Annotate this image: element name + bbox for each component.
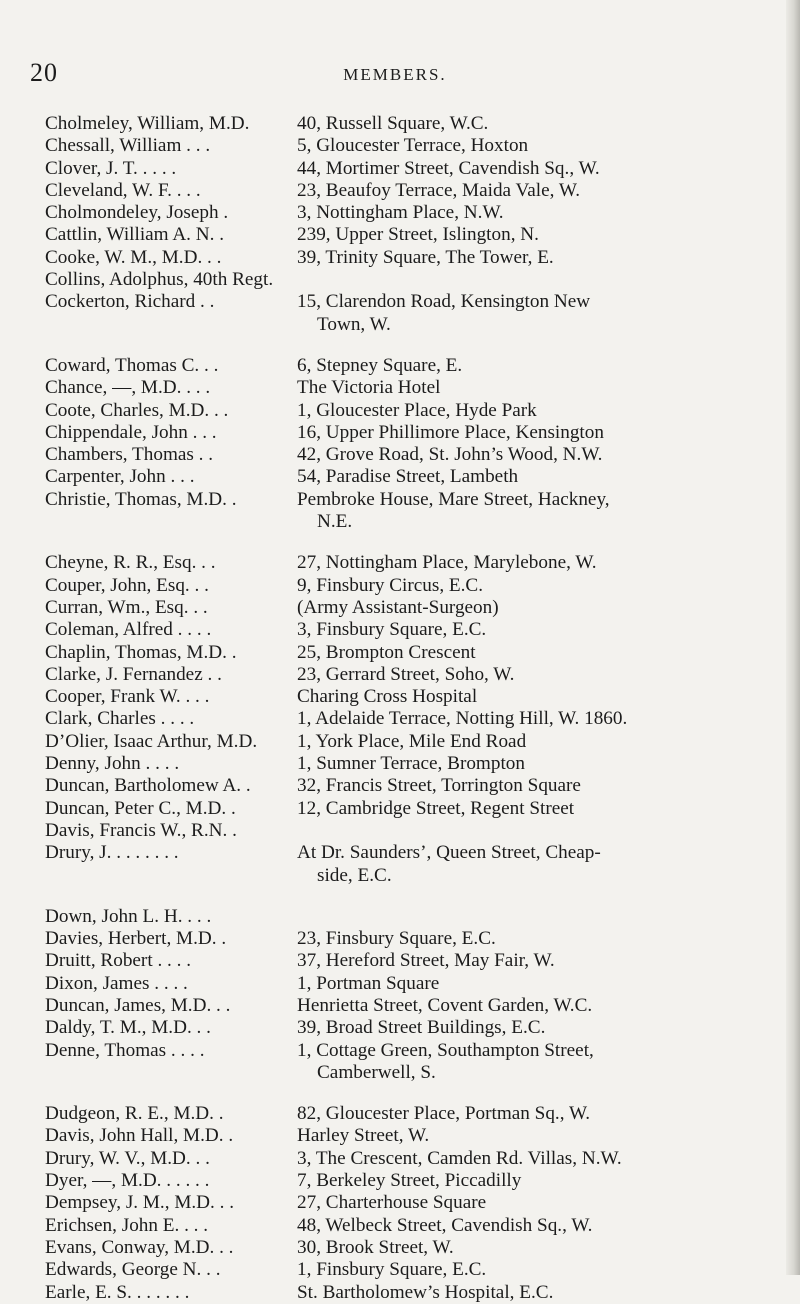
member-name: Cattlin, William A. N. . xyxy=(45,224,225,246)
member-address-line: Pembroke House, Mare Street, Hackney, xyxy=(297,488,610,510)
member-entry xyxy=(0,842,790,887)
member-entry xyxy=(0,642,790,664)
member-address-line: 3, The Crescent, Camden Rd. Villas, N.W. xyxy=(297,1147,622,1169)
member-name: Chambers, Thomas . . xyxy=(45,444,214,466)
member-address xyxy=(297,1103,769,1125)
member-address xyxy=(297,1148,769,1170)
member-address xyxy=(297,355,769,377)
member-address-line: 23, Gerrard Street, Soho, W. xyxy=(297,663,515,685)
member-address-line: 32, Francis Street, Torrington Square xyxy=(297,775,581,797)
member-address xyxy=(297,202,769,224)
member-address xyxy=(297,1259,769,1281)
member-address-line: 23, Beaufoy Terrace, Maida Vale, W. xyxy=(297,179,581,201)
member-address-continuation: N.E. xyxy=(317,511,353,533)
member-address-line: The Victoria Hotel xyxy=(297,377,441,399)
member-address xyxy=(297,466,769,488)
member-address xyxy=(297,995,769,1017)
member-name: Collins, Adolphus, 40th Regt. xyxy=(45,269,274,291)
member-entry xyxy=(0,400,790,422)
member-address-continuation: Camberwell, S. xyxy=(317,1061,436,1083)
member-entry xyxy=(0,489,790,534)
member-name: Coote, Charles, M.D. . . xyxy=(45,399,229,421)
member-entry xyxy=(0,1215,790,1237)
member-entry xyxy=(0,224,790,246)
member-entry xyxy=(0,820,790,842)
member-name: Dudgeon, R. E., M.D. . xyxy=(45,1103,224,1125)
member-entry xyxy=(0,422,790,444)
member-address xyxy=(297,686,769,708)
member-address-line: 39, Broad Street Buildings, E.C. xyxy=(297,1017,546,1039)
member-entry xyxy=(0,664,790,686)
member-address-line: 3, Finsbury Square, E.C. xyxy=(297,619,487,641)
member-address-line: St. Bartholomew’s Hospital, E.C. xyxy=(297,1281,554,1303)
member-entry xyxy=(0,1040,790,1085)
member-entry xyxy=(0,708,790,730)
member-address xyxy=(297,1215,769,1237)
member-address xyxy=(297,731,769,753)
member-name: Drury, W. V., M.D. . . xyxy=(45,1147,210,1169)
member-address xyxy=(297,619,769,641)
member-address-line: 44, Mortimer Street, Cavendish Sq., W. xyxy=(297,157,600,179)
member-entry xyxy=(0,291,790,336)
member-name: Dyer, —, M.D. . . . . . xyxy=(45,1170,210,1192)
member-name: Duncan, James, M.D. . . xyxy=(45,994,231,1016)
member-address xyxy=(297,1192,769,1214)
member-name: Chance, —, M.D. . . . xyxy=(45,377,211,399)
member-address-continuation: Town, W. xyxy=(317,313,391,335)
member-entry xyxy=(0,906,790,928)
member-name: Christie, Thomas, M.D. . xyxy=(45,488,237,510)
member-address xyxy=(297,422,769,444)
member-address-line: 1, Gloucester Place, Hyde Park xyxy=(297,399,537,421)
member-address xyxy=(297,1125,769,1147)
member-entry xyxy=(0,1125,790,1147)
member-name: Edwards, George N. . . xyxy=(45,1259,221,1281)
member-address-line: 30, Brook Street, W. xyxy=(297,1236,454,1258)
member-address xyxy=(297,552,769,574)
member-address xyxy=(297,158,769,180)
member-entry xyxy=(0,775,790,797)
member-address xyxy=(297,489,769,534)
member-entry xyxy=(0,1259,790,1281)
member-name: Chippendale, John . . . xyxy=(45,421,217,443)
member-name: Duncan, Peter C., M.D. . xyxy=(45,797,236,819)
member-list xyxy=(0,113,790,1304)
member-name: Chaplin, Thomas, M.D. . xyxy=(45,641,237,663)
member-address xyxy=(297,113,769,135)
member-name: Denny, John . . . . xyxy=(45,753,180,775)
member-entry xyxy=(0,377,790,399)
member-address xyxy=(297,775,769,797)
member-name: Erichsen, John E. . . . xyxy=(45,1214,209,1236)
member-entry xyxy=(0,1170,790,1192)
member-address xyxy=(297,973,769,995)
member-entry xyxy=(0,355,790,377)
member-entry xyxy=(0,1017,790,1039)
member-address xyxy=(297,798,769,820)
member-name: Cleveland, W. F. . . . xyxy=(45,179,201,201)
member-name: Down, John L. H. . . . xyxy=(45,905,212,927)
member-name: Dixon, James . . . . xyxy=(45,972,188,994)
member-address xyxy=(297,642,769,664)
member-name: Clarke, J. Fernandez . . xyxy=(45,663,222,685)
member-entry xyxy=(0,619,790,641)
member-address-line: 54, Paradise Street, Lambeth xyxy=(297,466,519,488)
member-entry xyxy=(0,950,790,972)
member-address-line: 1, Adelaide Terrace, Notting Hill, W. 1860. xyxy=(297,708,628,730)
member-address-line: 12, Cambridge Street, Regent Street xyxy=(297,797,575,819)
member-address xyxy=(297,180,769,202)
member-address xyxy=(297,291,769,336)
member-entry xyxy=(0,1237,790,1259)
member-address xyxy=(297,1282,769,1304)
member-address-continuation: side, E.C. xyxy=(317,864,392,886)
member-address xyxy=(297,664,769,686)
member-address-line: 1, Cottage Green, Southampton Street, xyxy=(297,1039,594,1061)
member-entry xyxy=(0,575,790,597)
member-entry xyxy=(0,1282,790,1304)
page-number: 20 xyxy=(30,58,58,87)
member-name: Clover, J. T. . . . . xyxy=(45,157,177,179)
member-name: Chessall, William . . . xyxy=(45,135,211,157)
member-name: Cholmeley, William, M.D. xyxy=(45,113,250,134)
member-address-line: 5, Gloucester Terrace, Hoxton xyxy=(297,135,529,157)
running-head xyxy=(0,58,790,90)
member-address xyxy=(297,928,769,950)
member-entry xyxy=(0,135,790,157)
member-address xyxy=(297,950,769,972)
member-entry xyxy=(0,269,790,291)
member-name: Curran, Wm., Esq. . . xyxy=(45,596,208,618)
member-address xyxy=(297,753,769,775)
member-entry xyxy=(0,973,790,995)
member-address-line: 6, Stepney Square, E. xyxy=(297,354,463,376)
member-entry xyxy=(0,466,790,488)
member-address xyxy=(297,135,769,157)
member-name: Denne, Thomas . . . . xyxy=(45,1039,205,1061)
member-address-line: 15, Clarendon Road, Kensington New xyxy=(297,291,591,313)
member-address xyxy=(297,575,769,597)
member-entry xyxy=(0,995,790,1017)
member-address xyxy=(297,247,769,269)
member-entry xyxy=(0,444,790,466)
member-name: Davies, Herbert, M.D. . xyxy=(45,928,227,950)
member-name: Couper, John, Esq. . . xyxy=(45,574,209,596)
member-address xyxy=(297,1170,769,1192)
member-entry xyxy=(0,180,790,202)
member-address-line: 40, Russell Square, W.C. xyxy=(297,113,489,134)
member-address-line: 1, Finsbury Square, E.C. xyxy=(297,1259,487,1281)
member-address xyxy=(297,1237,769,1259)
member-address-line: 48, Welbeck Street, Cavendish Sq., W. xyxy=(297,1214,593,1236)
member-name: Duncan, Bartholomew A. . xyxy=(45,775,251,797)
member-name: Dempsey, J. M., M.D. . . xyxy=(45,1192,235,1214)
member-address-line: Charing Cross Hospital xyxy=(297,686,478,708)
member-address-line: 7, Berkeley Street, Piccadilly xyxy=(297,1170,522,1192)
member-name: Druitt, Robert . . . . xyxy=(45,950,192,972)
member-name: Cockerton, Richard . . xyxy=(45,291,215,313)
member-address-line: 27, Charterhouse Square xyxy=(297,1192,487,1214)
member-entry xyxy=(0,753,790,775)
member-address xyxy=(297,1017,769,1039)
member-entry xyxy=(0,731,790,753)
member-entry xyxy=(0,158,790,180)
member-entry xyxy=(0,113,790,135)
member-entry xyxy=(0,928,790,950)
member-address-line: 1, York Place, Mile End Road xyxy=(297,730,527,752)
member-address-line: 16, Upper Phillimore Place, Kensington xyxy=(297,421,604,443)
member-name: Earle, E. S. . . . . . . xyxy=(45,1281,190,1303)
member-name: Coleman, Alfred . . . . xyxy=(45,619,212,641)
member-address-line: 1, Portman Square xyxy=(297,972,440,994)
member-address-line: Harley Street, W. xyxy=(297,1125,430,1147)
member-address xyxy=(297,444,769,466)
member-address-line: 9, Finsbury Circus, E.C. xyxy=(297,574,484,596)
member-address-line: 23, Finsbury Square, E.C. xyxy=(297,928,496,950)
member-name: Drury, J. . . . . . . . xyxy=(45,842,179,864)
member-name: Cheyne, R. R., Esq. . . xyxy=(45,552,216,574)
member-address xyxy=(297,377,769,399)
member-name: D’Olier, Isaac Arthur, M.D. xyxy=(45,730,258,752)
member-address xyxy=(297,708,769,730)
member-entry xyxy=(0,798,790,820)
member-entry xyxy=(0,202,790,224)
member-address-line: 239, Upper Street, Islington, N. xyxy=(297,224,539,246)
member-entry xyxy=(0,1192,790,1214)
member-address-line: 1, Sumner Terrace, Brompton xyxy=(297,753,525,775)
member-address-line: Henrietta Street, Covent Garden, W.C. xyxy=(297,994,593,1016)
member-address xyxy=(297,597,769,619)
member-address-line: At Dr. Saunders’, Queen Street, Cheap- xyxy=(297,842,601,864)
member-entry xyxy=(0,552,790,574)
member-name: Davis, John Hall, M.D. . xyxy=(45,1125,234,1147)
member-name: Carpenter, John . . . xyxy=(45,466,195,488)
member-name: Evans, Conway, M.D. . . xyxy=(45,1236,234,1258)
member-name: Davis, Francis W., R.N. . xyxy=(45,819,237,841)
member-entry xyxy=(0,1103,790,1125)
member-address-line: 42, Grove Road, St. John’s Wood, N.W. xyxy=(297,444,603,466)
member-name: Cooper, Frank W. . . . xyxy=(45,686,210,708)
member-name: Clark, Charles . . . . xyxy=(45,708,195,730)
section-title: MEMBERS. xyxy=(343,65,447,84)
member-entry xyxy=(0,597,790,619)
member-name: Cholmondeley, Joseph . xyxy=(45,202,229,224)
member-address-line: (Army Assistant-Surgeon) xyxy=(297,596,499,618)
member-address xyxy=(297,842,769,887)
member-address-line: 25, Brompton Crescent xyxy=(297,641,476,663)
member-address xyxy=(297,1040,769,1085)
member-address xyxy=(297,224,769,246)
member-name: Cooke, W. M., M.D. . . xyxy=(45,246,222,268)
member-entry xyxy=(0,1148,790,1170)
member-entry xyxy=(0,247,790,269)
member-address-line: 39, Trinity Square, The Tower, E. xyxy=(297,246,554,268)
member-address-line: 37, Hereford Street, May Fair, W. xyxy=(297,950,555,972)
member-address-line: 3, Nottingham Place, N.W. xyxy=(297,202,504,224)
member-address-line: 27, Nottingham Place, Marylebone, W. xyxy=(297,552,597,574)
member-address xyxy=(297,400,769,422)
member-name: Coward, Thomas C. . . xyxy=(45,354,219,376)
member-address-line: 82, Gloucester Place, Portman Sq., W. xyxy=(297,1103,591,1125)
member-entry xyxy=(0,686,790,708)
member-name: Daldy, T. M., M.D. . . xyxy=(45,1017,211,1039)
